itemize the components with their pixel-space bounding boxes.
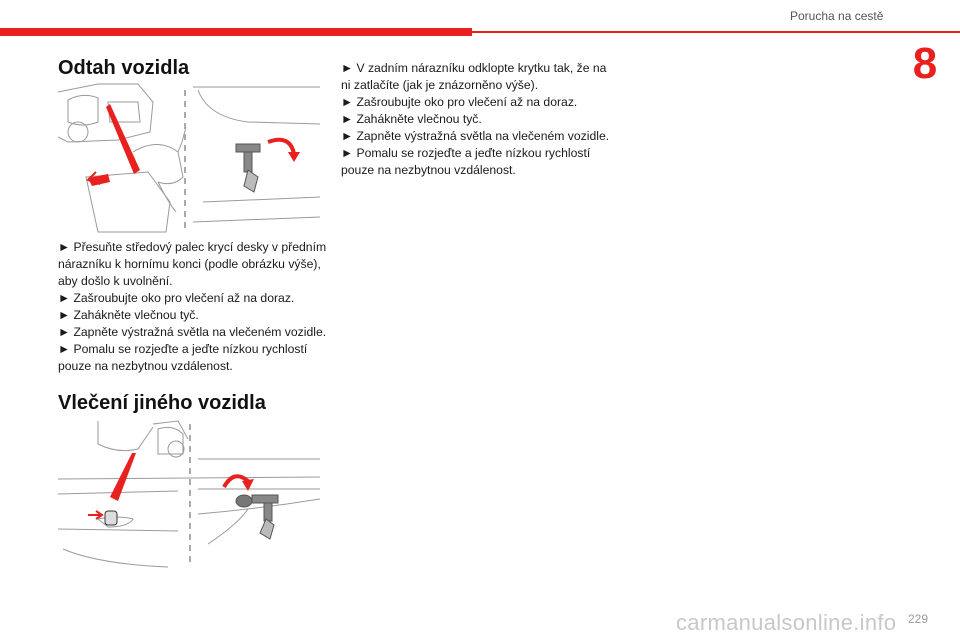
chapter-number: 8: [912, 39, 938, 88]
page-number: 229: [908, 612, 929, 626]
step-text: ► Přesuňte středový palec krycí desky v předním nárazníku k hornímu konci (podle obrázku výše), aby došlo k uvolnění.: [58, 240, 327, 288]
step-text: ► V zadním nárazníku odklopte krytku tak, že na ni zatlačíte (jak je znázorněno výše).: [341, 61, 607, 92]
step-text: ► Zapněte výstražná světla na vlečeném vozidle.: [341, 129, 610, 143]
step-text: ► Zašroubujte oko pro vlečení až na doraz.: [58, 291, 295, 305]
step-text: ► Zašroubujte oko pro vlečení až na doraz.: [341, 95, 578, 109]
step-text: ► Zahákněte vlečnou tyč.: [341, 112, 482, 126]
heading-towing-other: Vlečení jiného vozidla: [58, 392, 266, 414]
step-text: ► Zapněte výstražná světla na vlečeném vozidle.: [58, 325, 327, 339]
step-text: ► Pomalu se rozjeďte a jeďte nízkou rychlostí pouze na nezbytnou vzdálenost.: [58, 342, 308, 373]
front-tow-illustration: [58, 82, 320, 234]
towing-steps: [58, 239, 328, 375]
heading-towing-vehicle: Odtah vozidla: [58, 57, 190, 79]
step-text: ► Pomalu se rozjeďte a jeďte nízkou rychlostí pouze na nezbytnou vzdálenost.: [341, 146, 591, 177]
watermark: carmanualsonline.info: [676, 610, 897, 635]
section-title: Porucha na cestě: [790, 9, 884, 23]
towing-other-steps: [341, 60, 611, 179]
header-rule: [472, 31, 960, 33]
header-accent-bar: [0, 28, 472, 36]
rear-tow-illustration: [58, 419, 320, 569]
step-text: ► Zahákněte vlečnou tyč.: [58, 308, 199, 322]
